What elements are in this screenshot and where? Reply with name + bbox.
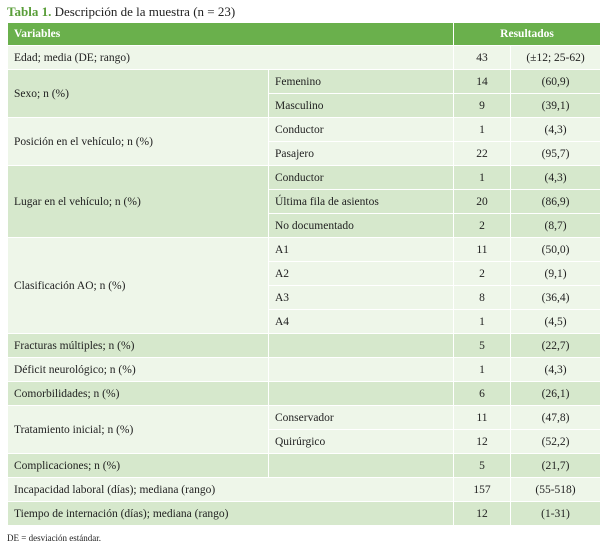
value-cell: 14 [454,70,511,94]
value-cell: 2 [454,262,511,286]
variable-cell: Edad; media (DE; rango) [8,46,454,70]
empty-cell [269,358,454,382]
subcategory-cell: A2 [269,262,454,286]
value-cell: 157 [454,478,511,502]
value-cell: 1 [454,358,511,382]
percent-cell: (4,3) [511,118,601,142]
value-cell: 12 [454,430,511,454]
table-row [8,382,601,406]
percent-cell: (39,1) [511,94,601,118]
header-variables: Variables [8,23,454,46]
table-row [8,454,601,478]
value-cell: 22 [454,142,511,166]
subcategory-cell: Masculino [269,94,454,118]
percent-cell: (1-31) [511,502,601,526]
sample-description-table [7,22,601,526]
variable-cell: Lugar en el vehículo; n (%) [8,166,269,238]
percent-cell: (4,5) [511,310,601,334]
table-caption [7,4,235,20]
empty-cell [269,334,454,358]
percent-cell: (36,4) [511,286,601,310]
subcategory-cell: A3 [269,286,454,310]
variable-cell: Incapacidad laboral (días); mediana (rango) [8,478,454,502]
empty-cell [269,454,454,478]
variable-cell: Clasificación AO; n (%) [8,238,269,334]
variable-cell: Posición en el vehículo; n (%) [8,118,269,166]
value-cell: 12 [454,502,511,526]
variable-cell: Complicaciones; n (%) [8,454,269,478]
variable-cell: Tiempo de internación (días); mediana (rango) [8,502,454,526]
value-cell: 11 [454,238,511,262]
value-cell: 1 [454,166,511,190]
subcategory-cell: Femenino [269,70,454,94]
value-cell: 20 [454,190,511,214]
percent-cell: (86,9) [511,190,601,214]
percent-cell: (95,7) [511,142,601,166]
percent-cell: (4,3) [511,166,601,190]
value-cell: 5 [454,454,511,478]
value-cell: 5 [454,334,511,358]
variable-cell: Déficit neurológico; n (%) [8,358,269,382]
percent-cell: (22,7) [511,334,601,358]
percent-cell: (21,7) [511,454,601,478]
percent-cell: (8,7) [511,214,601,238]
table-row [8,46,601,70]
value-cell: 43 [454,46,511,70]
subcategory-cell: Conservador [269,406,454,430]
table-row [8,478,601,502]
value-cell: 8 [454,286,511,310]
percent-cell: (55-518) [511,478,601,502]
variable-cell: Comorbilidades; n (%) [8,382,269,406]
table-row [8,406,601,430]
subcategory-cell: No documentado [269,214,454,238]
value-cell: 9 [454,94,511,118]
value-cell: 2 [454,214,511,238]
table-row [8,238,601,262]
table-row [8,166,601,190]
variable-cell: Sexo; n (%) [8,70,269,118]
percent-cell: (47,8) [511,406,601,430]
header-row [8,23,601,46]
subcategory-cell: Última fila de asientos [269,190,454,214]
value-cell: 11 [454,406,511,430]
subcategory-cell: Conductor [269,166,454,190]
empty-cell [269,382,454,406]
percent-cell: (4,3) [511,358,601,382]
percent-cell: (±12; 25-62) [511,46,601,70]
value-cell: 1 [454,310,511,334]
value-cell: 1 [454,118,511,142]
table-row [8,118,601,142]
subcategory-cell: Conductor [269,118,454,142]
table-row [8,70,601,94]
percent-cell: (26,1) [511,382,601,406]
header-resultados: Resultados [454,23,601,46]
variable-cell: Fracturas múltiples; n (%) [8,334,269,358]
table-row [8,334,601,358]
percent-cell: (60,9) [511,70,601,94]
table-footnote: DE = desviación estándar. [7,533,102,543]
variable-cell: Tratamiento inicial; n (%) [8,406,269,454]
percent-cell: (52,2) [511,430,601,454]
percent-cell: (50,0) [511,238,601,262]
subcategory-cell: Quirúrgico [269,430,454,454]
table-label: Tabla 1. [7,4,52,19]
value-cell: 6 [454,382,511,406]
table-row [8,358,601,382]
table-row [8,502,601,526]
subcategory-cell: Pasajero [269,142,454,166]
subcategory-cell: A1 [269,238,454,262]
percent-cell: (9,1) [511,262,601,286]
table-title: Descripción de la muestra (n = 23) [54,4,236,19]
subcategory-cell: A4 [269,310,454,334]
